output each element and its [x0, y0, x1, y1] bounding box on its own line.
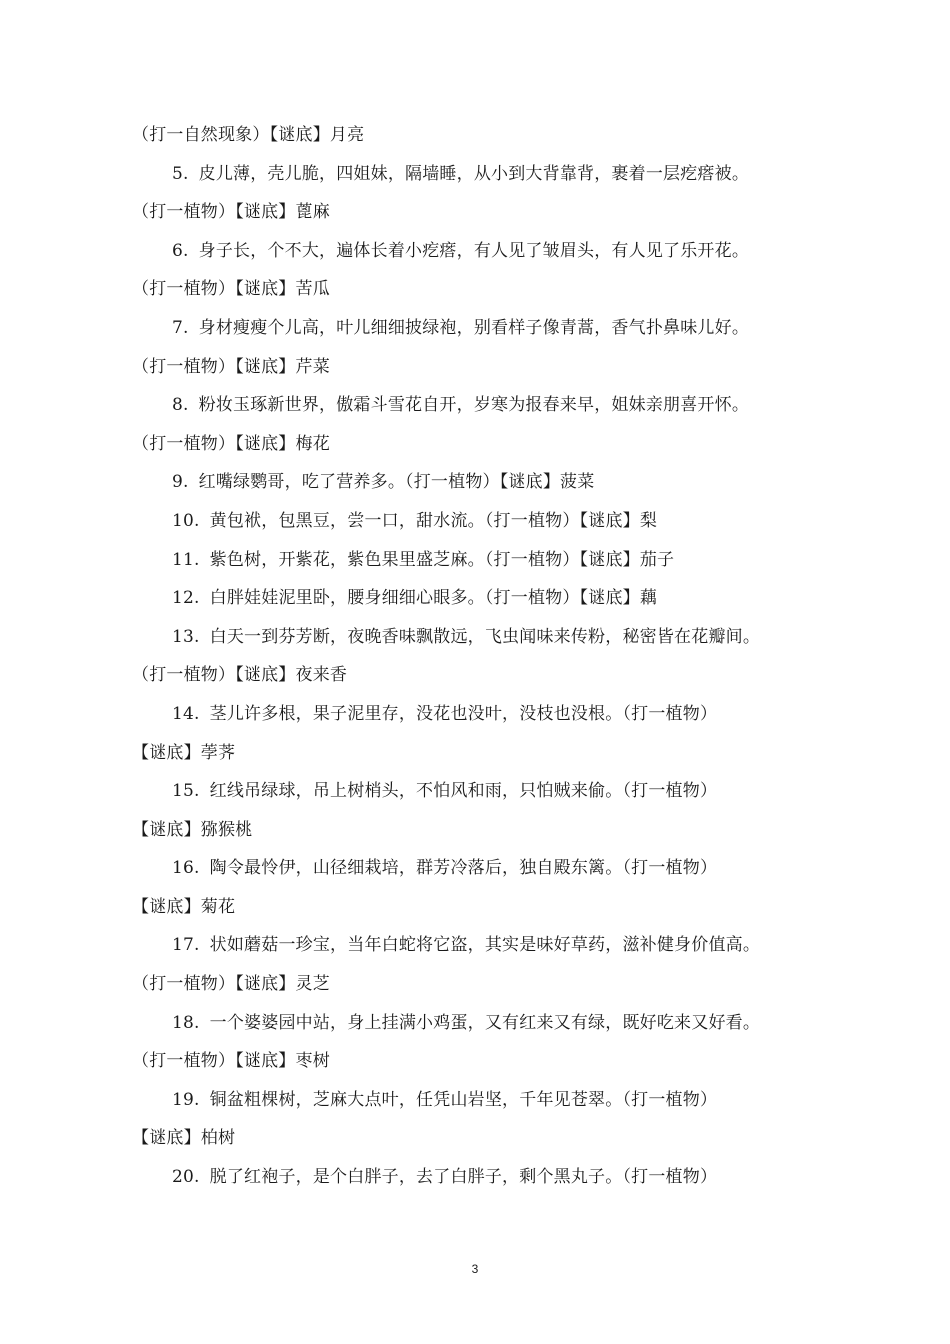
riddle-number: 7.: [172, 317, 189, 338]
line-text: 黄包袱，包黑豆，尝一口，甜水流。（打一植物）【谜底】梨: [209, 510, 658, 531]
line-text: 【谜底】柏树: [132, 1128, 236, 1149]
answer-line: [132, 888, 822, 927]
riddle-number: 20.: [172, 1167, 200, 1188]
answer-line: [132, 1042, 822, 1081]
riddle-line: [132, 579, 822, 618]
line-text: 红线吊绿球，吊上树梢头，不怕风和雨，只怕贼来偷。（打一植物）: [209, 781, 718, 802]
page-number: 3: [471, 1262, 479, 1276]
line-text: （打一植物）【谜底】夜来香: [132, 665, 348, 686]
riddle-line: [132, 309, 822, 348]
riddle-list: [132, 116, 822, 1197]
line-text: 粉妆玉琢新世界，傲霜斗雪花自开，岁寒为报春来早，姐妹亲朋喜开怀。: [198, 395, 750, 416]
line-text: 白胖娃娃泥里卧，腰身细细心眼多。（打一植物）【谜底】藕: [209, 588, 658, 609]
line-text: 身材瘦瘦个儿高，叶儿细细披绿袍，别看样子像青蒿，香气扑鼻味儿好。: [198, 317, 750, 338]
riddle-number: 10.: [172, 510, 200, 531]
line-text: 【谜底】菊花: [132, 896, 236, 917]
line-text: （打一植物）【谜底】枣树: [132, 1051, 330, 1072]
line-text: 紫色树，开紫花，紫色果里盛芝麻。（打一植物）【谜底】茄子: [209, 549, 675, 570]
riddle-number: 8.: [172, 395, 189, 416]
riddle-line: [132, 618, 822, 657]
answer-line: [132, 116, 822, 155]
riddle-line: [132, 1081, 822, 1120]
line-text: 皮儿薄，壳儿脆，四姐妹，隔墙睡，从小到大背靠背，裹着一层疙瘩被。: [198, 163, 750, 184]
line-text: 红嘴绿鹦哥，吃了营养多。（打一植物）【谜底】菠菜: [198, 472, 595, 493]
riddle-line: [132, 1158, 822, 1197]
answer-line: [132, 193, 822, 232]
line-text: 茎儿许多根，果子泥里存，没花也没叶，没枝也没根。（打一植物）: [209, 703, 718, 724]
line-text: 陶令最怜伊，山径细栽培，群芳冷落后，独自殿东篱。（打一植物）: [209, 858, 718, 879]
answer-line: [132, 811, 822, 850]
riddle-line: [132, 926, 822, 965]
riddle-number: 13.: [172, 626, 200, 647]
line-text: （打一植物）【谜底】梅花: [132, 433, 330, 454]
riddle-number: 12.: [172, 588, 200, 609]
answer-line: [132, 1119, 822, 1158]
line-text: 身子长，个不大，遍体长着小疙瘩，有人见了皱眉头，有人见了乐开花。: [198, 240, 750, 261]
riddle-line: [132, 502, 822, 541]
answer-line: [132, 348, 822, 387]
answer-line: [132, 425, 822, 464]
riddle-line: [132, 541, 822, 580]
riddle-number: 15.: [172, 781, 200, 802]
line-text: 脱了红袍子，是个白胖子，去了白胖子，剩个黑丸子。（打一植物）: [209, 1167, 718, 1188]
line-text: （打一植物）【谜底】芹菜: [132, 356, 330, 377]
riddle-line: [132, 155, 822, 194]
line-text: （打一自然现象）【谜底】月亮: [132, 125, 365, 145]
line-text: 【谜底】猕猴桃: [132, 819, 253, 840]
line-text: 一个婆婆园中站，身上挂满小鸡蛋，又有红来又有绿，既好吃来又好看。: [209, 1012, 761, 1033]
riddle-number: 19.: [172, 1089, 200, 1110]
answer-line: [132, 965, 822, 1004]
riddle-line: [132, 386, 822, 425]
riddle-line: [132, 695, 822, 734]
line-text: 白天一到芬芳断，夜晚香味飘散远，飞虫闻味来传粉，秘密皆在花瓣间。: [209, 626, 761, 647]
line-text: 状如蘑菇一珍宝，当年白蛇将它盗，其实是味好草药，滋补健身价值高。: [209, 935, 761, 956]
riddle-line: [132, 463, 822, 502]
riddle-number: 9.: [172, 472, 189, 493]
riddle-number: 18.: [172, 1012, 200, 1033]
line-text: 【谜底】荸荠: [132, 742, 236, 763]
riddle-line: [132, 232, 822, 271]
riddle-line: [132, 772, 822, 811]
riddle-number: 17.: [172, 935, 200, 956]
riddle-number: 14.: [172, 703, 200, 724]
line-text: （打一植物）【谜底】苦瓜: [132, 279, 330, 300]
answer-line: [132, 656, 822, 695]
riddle-number: 5.: [172, 163, 189, 184]
riddle-line: [132, 849, 822, 888]
line-text: （打一植物）【谜底】蓖麻: [132, 202, 330, 223]
line-text: 铜盆粗棵树，芝麻大点叶，任凭山岩坚，千年见苍翠。（打一植物）: [209, 1089, 718, 1110]
answer-line: [132, 734, 822, 773]
answer-line: [132, 270, 822, 309]
riddle-number: 6.: [172, 240, 189, 261]
riddle-number: 11.: [172, 549, 200, 570]
line-text: （打一植物）【谜底】灵芝: [132, 974, 330, 995]
riddle-line: [132, 1004, 822, 1043]
riddle-number: 16.: [172, 858, 200, 879]
